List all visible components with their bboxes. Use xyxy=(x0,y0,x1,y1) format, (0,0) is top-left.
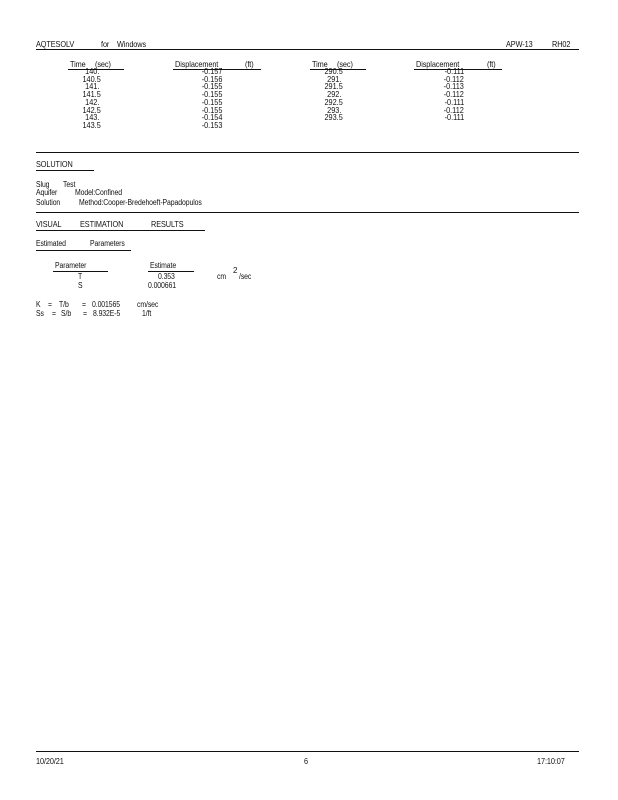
derived-K-lhs: K xyxy=(36,300,41,309)
displacement-cell: -0.113 xyxy=(443,81,465,92)
derived-K-op2: = xyxy=(82,300,86,309)
param-value-T: 0.353 xyxy=(158,272,175,281)
solution-value: Method:Cooper-Bredehoeft-Papadopulos xyxy=(79,198,202,207)
derived-Ss-value: 8.932E-5 xyxy=(93,309,121,318)
solution-heading-underline xyxy=(36,170,94,171)
time-cell: 140. xyxy=(84,66,100,76)
slug-label: Slug xyxy=(36,180,50,189)
time-cell: 143. xyxy=(84,112,100,123)
right-displacement-column xyxy=(436,68,472,122)
param-unit-T-tail: /sec xyxy=(239,272,252,281)
aquifer-label: Aquifer xyxy=(36,188,58,197)
left-disp-header: Displacement xyxy=(175,59,219,69)
displacement-cell: -0.112 xyxy=(443,104,465,115)
param-unit-T-base: cm xyxy=(217,272,227,281)
time-cell: 291. xyxy=(326,73,342,84)
right-disp-unit: (ft) xyxy=(487,59,496,69)
right-disp-header: Displacement xyxy=(416,59,460,69)
time-cell: 292. xyxy=(326,89,342,100)
header-rule xyxy=(36,49,579,50)
estimated-parameters-underline xyxy=(36,250,131,251)
displacement-cell: -0.155 xyxy=(201,81,223,92)
param-value-S: 0.000661 xyxy=(148,281,177,290)
displacement-cell: -0.155 xyxy=(201,104,223,115)
time-cell: 292.5 xyxy=(324,96,344,107)
right-time-column xyxy=(316,68,352,122)
derived-K-expr: T/b xyxy=(59,300,69,309)
time-cell: 142. xyxy=(84,96,100,107)
time-cell: 291.5 xyxy=(324,81,344,92)
derived-Ss-op1: = xyxy=(52,309,56,318)
for-label: for xyxy=(101,39,110,49)
displacement-cell: -0.155 xyxy=(201,96,223,107)
visual-heading-3: RESULTS xyxy=(151,219,184,229)
app-name: AQTESOLV xyxy=(36,39,75,49)
visual-heading-underline xyxy=(36,230,205,231)
time-cell: 140.5 xyxy=(82,73,102,84)
footer-time: 17:10:07 xyxy=(537,756,565,766)
param-name-S: S xyxy=(78,281,83,290)
displacement-cell: -0.111 xyxy=(444,66,464,76)
platform-name: Windows xyxy=(117,39,147,49)
displacement-cell: -0.153 xyxy=(201,119,223,130)
visual-heading-2: ESTIMATION xyxy=(80,219,124,229)
well-id: APW-13 xyxy=(506,39,533,49)
time-cell: 293.5 xyxy=(324,112,344,123)
displacement-cell: -0.154 xyxy=(201,112,223,123)
left-time-unit: (sec) xyxy=(95,59,111,69)
time-cell: 293. xyxy=(326,104,342,115)
aquifer-value: Model:Confined xyxy=(75,188,122,197)
visual-heading-1: VISUAL xyxy=(36,219,62,229)
solution-bottom-rule xyxy=(36,212,579,213)
footer-date: 10/20/21 xyxy=(36,756,64,766)
right-time-unit: (sec) xyxy=(337,59,353,69)
slug-value: Test xyxy=(63,180,76,189)
displacement-cell: -0.111 xyxy=(444,112,464,123)
left-disp-unit: (ft) xyxy=(245,59,254,69)
time-cell: 141.5 xyxy=(82,89,102,100)
derived-K-unit: cm/sec xyxy=(137,300,159,309)
displacement-cell: -0.111 xyxy=(444,96,464,107)
derived-Ss-op2: = xyxy=(83,309,87,318)
estimate-column-header: Estimate xyxy=(150,261,177,270)
left-time-column xyxy=(74,68,110,130)
footer-page-number: 6 xyxy=(304,756,308,766)
derived-Ss-lhs: Ss xyxy=(36,309,44,318)
displacement-cell: -0.112 xyxy=(443,73,465,84)
parameter-column-header: Parameter xyxy=(55,261,87,270)
time-cell: 143.5 xyxy=(82,119,102,130)
derived-K-value: 0.001565 xyxy=(92,300,121,309)
displacement-cell: -0.156 xyxy=(201,73,223,84)
derived-K-op1: = xyxy=(48,300,52,309)
estimated-label: Estimated xyxy=(36,239,66,248)
right-time-header: Time xyxy=(312,59,328,69)
displacement-cell: -0.155 xyxy=(201,89,223,100)
left-time-header: Time xyxy=(70,59,86,69)
param-name-T: T xyxy=(78,272,83,281)
time-cell: 290.5 xyxy=(324,66,344,76)
param-unit-T-sup: 2 xyxy=(233,266,238,275)
derived-Ss-expr: S/b xyxy=(61,309,72,318)
solution-heading: SOLUTION xyxy=(36,159,73,169)
derived-Ss-unit: 1/ft xyxy=(142,309,152,318)
left-displacement-column xyxy=(194,68,230,130)
solution-label: Solution xyxy=(36,198,61,207)
footer-rule xyxy=(36,751,579,752)
parameters-label: Parameters xyxy=(90,239,125,248)
displacement-cell: -0.112 xyxy=(443,89,465,100)
table-bottom-rule xyxy=(36,152,579,153)
time-cell: 141. xyxy=(84,81,100,92)
time-cell: 142.5 xyxy=(82,104,102,115)
displacement-cell: -0.157 xyxy=(201,66,223,76)
test-id: RH02 xyxy=(552,39,571,49)
